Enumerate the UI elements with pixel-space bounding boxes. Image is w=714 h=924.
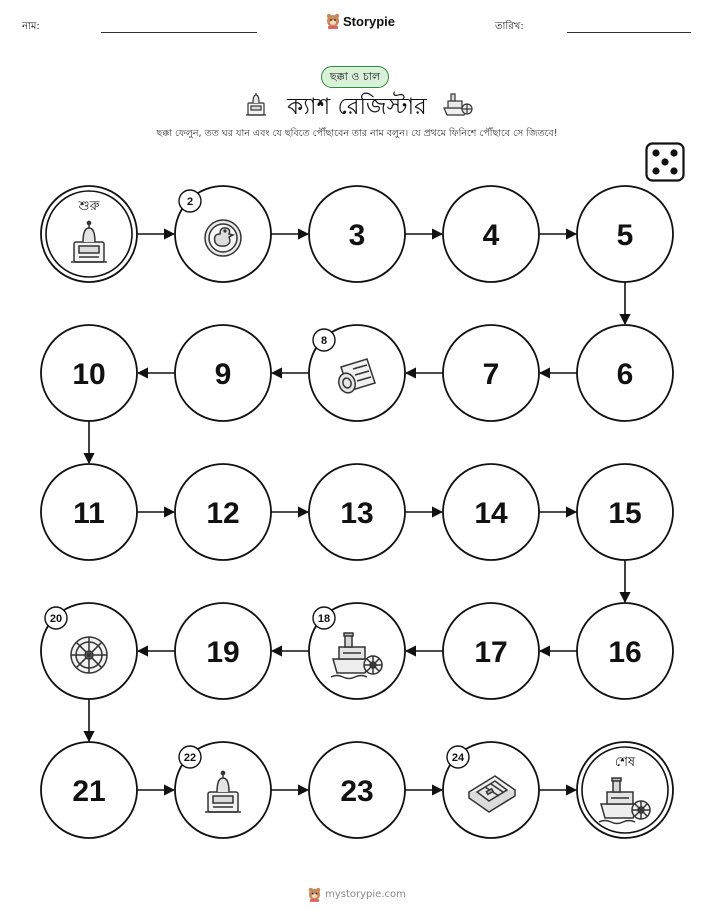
cell-label: শুরু [78,199,100,214]
duck-coin-icon [205,220,241,256]
board-cell [41,325,137,421]
board-cell [175,464,271,560]
board-cell [175,603,271,699]
storypie-mascot-icon [308,887,321,902]
cell-number: 16 [608,636,642,669]
board-cell [443,186,539,282]
cell-number: 22 [183,752,197,764]
board-cell [309,325,405,421]
cell-number: 5 [616,219,634,252]
cell-number: 4 [482,219,500,252]
game-type-badge: ছক্কা ও চাল [321,66,389,88]
ship-wheel-icon [71,637,107,673]
board-cell [577,325,673,421]
board-cell [443,603,539,699]
board-cell [309,464,405,560]
board-cell [41,603,137,699]
board-cell [309,603,405,699]
cell-number: 6 [616,358,634,391]
board-cell [443,325,539,421]
cell-number: 18 [317,613,331,625]
cell-number: 3 [348,219,366,252]
board-cell [577,603,673,699]
board-cell [443,742,539,838]
page-title: ক্যাশ রেজিস্টার [287,94,427,120]
brand-name: Storypie [343,13,396,29]
board-cell [175,186,271,282]
cell-number: 19 [206,636,240,669]
board-cell [577,186,673,282]
board-cell [175,742,271,838]
cell-number: 9 [214,358,232,391]
board-cell [577,464,673,560]
instructions: ছক্কা ফেলুন, তত ঘর যান এবং যে ছবিতে পৌঁছাবেন তার নাম বলুন। যে প্রথমে ফিনিশে পৌঁছাবে সে জিতবে! [156,128,558,139]
footer-url: mystorypie.com [325,889,406,900]
cell-number: 15 [608,497,642,530]
cell-number: 14 [474,497,508,530]
date-label: তারিখ: [495,21,524,32]
cell-number: 12 [206,497,240,530]
board-cell [309,186,405,282]
cell-number: 21 [72,775,106,808]
board-cell [309,742,405,838]
board-cells [41,186,673,838]
cell-number: 11 [73,497,105,530]
board-cell [41,464,137,560]
cell-number: 24 [451,752,465,764]
cell-start [41,186,137,282]
board-cell [175,325,271,421]
cell-number: 23 [340,775,374,808]
cell-label: শেষ [614,755,636,770]
board-cell [41,742,137,838]
cell-number: 20 [49,613,63,625]
cell-number: 10 [72,358,106,391]
cell-finish [577,742,673,838]
board-cell [443,464,539,560]
cell-number: 7 [482,358,500,391]
cell-number: 17 [474,636,508,669]
footer [0,887,714,902]
name-label: নাম: [22,21,40,32]
cell-number: 8 [320,335,328,347]
cell-number: 13 [340,497,374,530]
cell-number: 2 [186,196,194,208]
